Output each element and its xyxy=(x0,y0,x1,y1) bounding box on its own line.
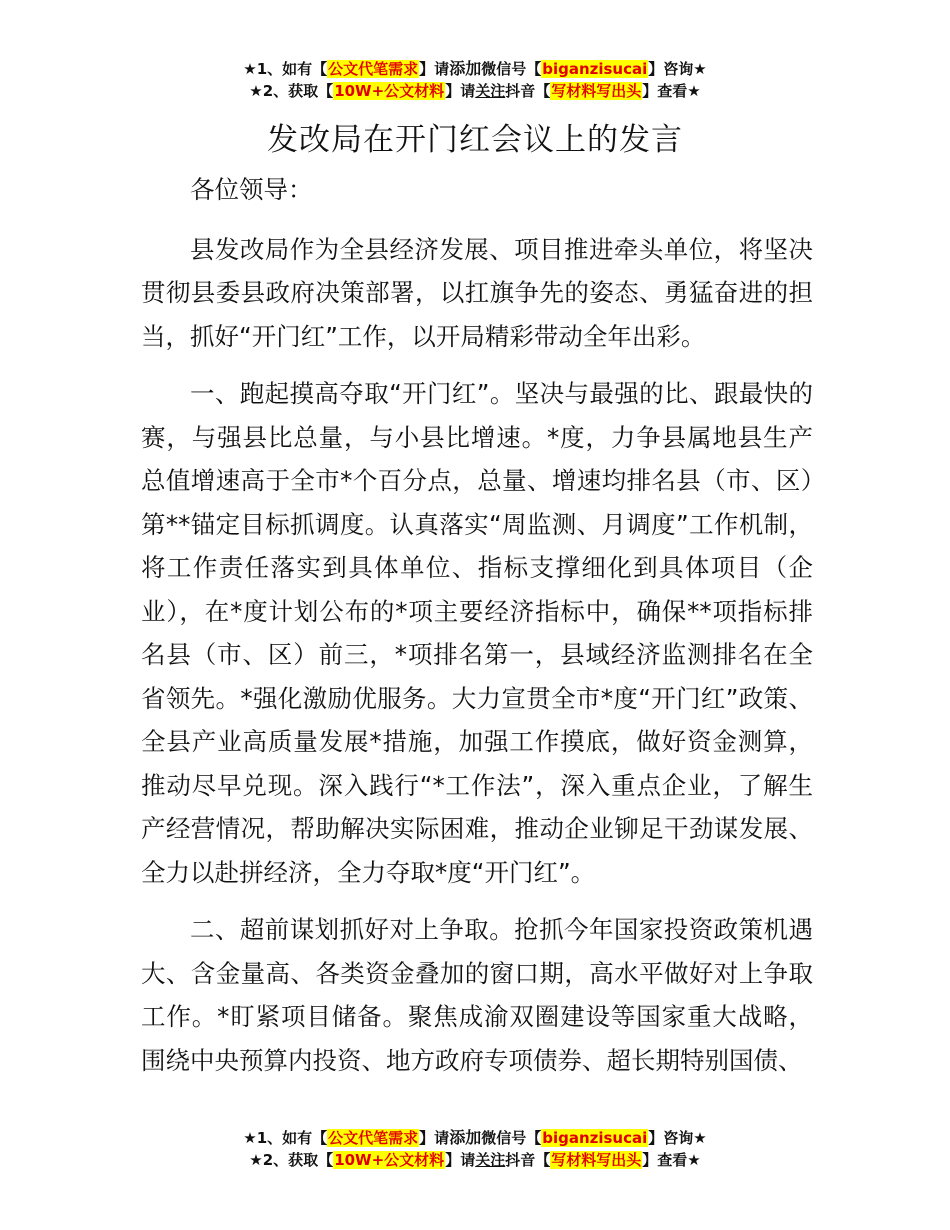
promo-line-2 xyxy=(0,1149,950,1171)
promo-text: 微信号【 xyxy=(481,1129,542,1147)
promo-wechat-id: biganzisucai xyxy=(542,60,648,78)
promo-text: ★2、获取【 xyxy=(249,82,334,100)
promo-text: 】咨询★ xyxy=(648,60,707,78)
promo-line-1 xyxy=(0,58,950,80)
promo-text: 】查看★ xyxy=(642,82,701,100)
promo-text: 】请 xyxy=(445,1151,476,1169)
promo-footer xyxy=(0,1127,950,1171)
promo-text: 微信号【 xyxy=(481,60,542,78)
promo-douyin-id: 写材料写出头 xyxy=(551,1151,642,1169)
promo-highlight: 10W+公文材料 xyxy=(334,1151,445,1169)
promo-highlight: 公文代笔需求 xyxy=(328,1129,419,1147)
promo-text: 】查看★ xyxy=(642,1151,701,1169)
promo-emphasis: 添加 xyxy=(449,1128,482,1147)
promo-douyin-id: 写材料写出头 xyxy=(551,82,642,100)
promo-highlight: 公文代笔需求 xyxy=(328,60,419,78)
promo-line-2 xyxy=(0,80,950,102)
promo-highlight: 10W+公文材料 xyxy=(334,82,445,100)
document-body xyxy=(141,168,813,1096)
promo-text: 】请 xyxy=(419,1129,450,1147)
promo-emphasis: 添加 xyxy=(449,59,482,78)
promo-text: ★2、获取【 xyxy=(249,1151,334,1169)
promo-text: 】咨询★ xyxy=(648,1129,707,1147)
promo-text: 】请 xyxy=(419,60,450,78)
promo-wechat-id: biganzisucai xyxy=(542,1129,648,1147)
promo-text: 抖音【 xyxy=(505,1151,551,1169)
promo-line-1 xyxy=(0,1127,950,1149)
paragraph-section-2: 二、超前谋划抓好对上争取。抢抓今年国家投资政策机遇大、含金量高、各类资金叠加的窗口期，高水平做好对上争取工作。*盯紧项目储备。聚焦成渝双圈建设等国家重大战略，围绕中央预算内投资、地方政府专项债券、超长期特别国债、 xyxy=(141,915,813,1075)
document-title: 发改局在开门红会议上的发言 xyxy=(267,122,683,158)
promo-header xyxy=(0,58,950,102)
promo-text: ★1、如有【 xyxy=(243,1129,328,1147)
paragraph-intro: 县发改局作为全县经济发展、项目推进牵头单位，将坚决贯彻县委县政府决策部署，以扛旗争先的姿态、勇猛奋进的担当，抓好“开门红”工作，以开局精彩带动全年出彩。 xyxy=(141,234,813,351)
promo-text: ★1、如有【 xyxy=(243,60,328,78)
paragraph-section-1: 一、跑起摸高夺取“开门红”。坚决与最强的比、跟最快的赛，与强县比总量，与小县比增速。*度，力争县属地县生产总值增速高于全市*个百分点，总量、增速均排名县（市、区）第**锚定目标抓调度。认真落实“周监测、月调度”工作机制，将工作责任落实到具体单位、指标支撑细化到具体项目（企业），在*度计划公布的*项主要经济指标中，确保**项指标排名县（市、区）前三，*项排名第一，县域经济监测排名在全省领先。*强化激励优服务。大力宣贯全市*度“开门红”政策、全县产业高质量发展*措施，加强工作摸底，做好资金测算，推动尽早兑现。深入践行“*工作法”，深入重点企业，了解生产经营情况，帮助解决实际困难，推动企业铆足干劲谋发展、全力以赴拼经济，全力夺取*度“开门红”。 xyxy=(141,379,813,887)
promo-emphasis: 关注 xyxy=(475,82,506,100)
promo-text: 抖音【 xyxy=(505,82,551,100)
greeting: 各位领导： xyxy=(190,175,313,204)
promo-emphasis: 关注 xyxy=(475,1151,506,1169)
promo-text: 】请 xyxy=(445,82,476,100)
